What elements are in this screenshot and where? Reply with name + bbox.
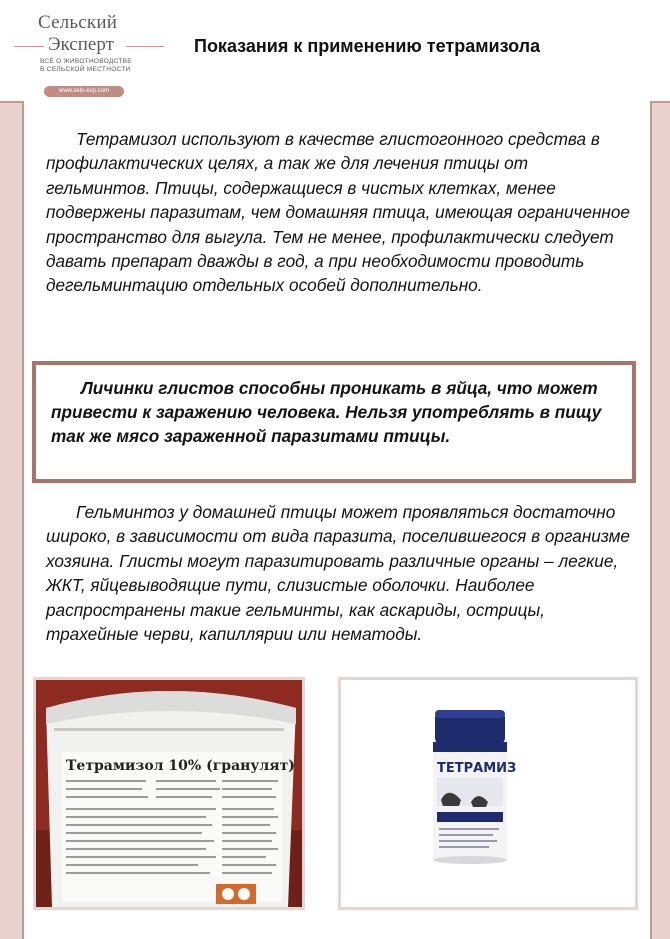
page-title: Показания к применению тетрамизола xyxy=(194,36,541,56)
logo-rule-right xyxy=(126,46,164,47)
logo-text-line1: Сельский xyxy=(38,12,118,33)
bucket-illustration xyxy=(36,680,302,907)
jar-illustration xyxy=(341,680,635,907)
logo-rule-left xyxy=(14,46,44,47)
logo-tagline-line1: ВСЁ О ЖИВОТНОВОДСТВЕ xyxy=(40,58,132,65)
logo-text-line2: Эксперт xyxy=(48,34,114,55)
paragraph-warning-text: Личинки глистов способны проникать в яйца, что может привести к заражению человека. Нельзя употреблять в пищу так же мясо зараженной паразитами птицы. xyxy=(51,378,602,446)
bucket-label: Тетрамизол 10% (гранулят) xyxy=(66,758,295,774)
product-photo-jar xyxy=(338,677,638,910)
product-photo-bucket xyxy=(33,677,305,910)
paragraph-intro-text: Тетрамизол используют в качестве глистогонного средства в профилактических целях, а так же для лечения птицы от гельминтов. Птицы, содержащиеся в чистых клетках, менее подвержены паразитам, чем домашняя птица, имеющая ограниченное пространство для выгула. Тем не менее, профилактически следует давать препарат дважды в год, а при необходимости проводить дегельминтацию отдельных особей дополнительно. xyxy=(46,129,630,296)
paragraph-warning xyxy=(51,376,626,448)
logo-tagline xyxy=(40,58,132,74)
site-logo[interactable] xyxy=(14,8,164,98)
paragraph-helminthosis-text: Гельминтоз у домашней птицы может проявляться достаточно широко, в зависимости от вида паразита, поселившегося в организме хозяина. Глисты могут паразитировать различные органы – легкие, ЖКТ, яйцевыводящие пути, слизистые оболочки. Наиболее распространены такие гельминты, как аскариды, острицы, трахейные черви, капиллярии или нематоды. xyxy=(46,502,630,645)
paragraph-helminthosis xyxy=(46,500,631,646)
header xyxy=(0,0,670,103)
paragraph-intro xyxy=(46,127,631,298)
logo-tagline-line2: В СЕЛЬСКОЙ МЕСТНОСТИ xyxy=(40,66,131,73)
jar-label: ТЕТРАМИЗ xyxy=(437,761,517,776)
logo-url-badge[interactable]: www.selo-exp.com xyxy=(44,86,124,97)
